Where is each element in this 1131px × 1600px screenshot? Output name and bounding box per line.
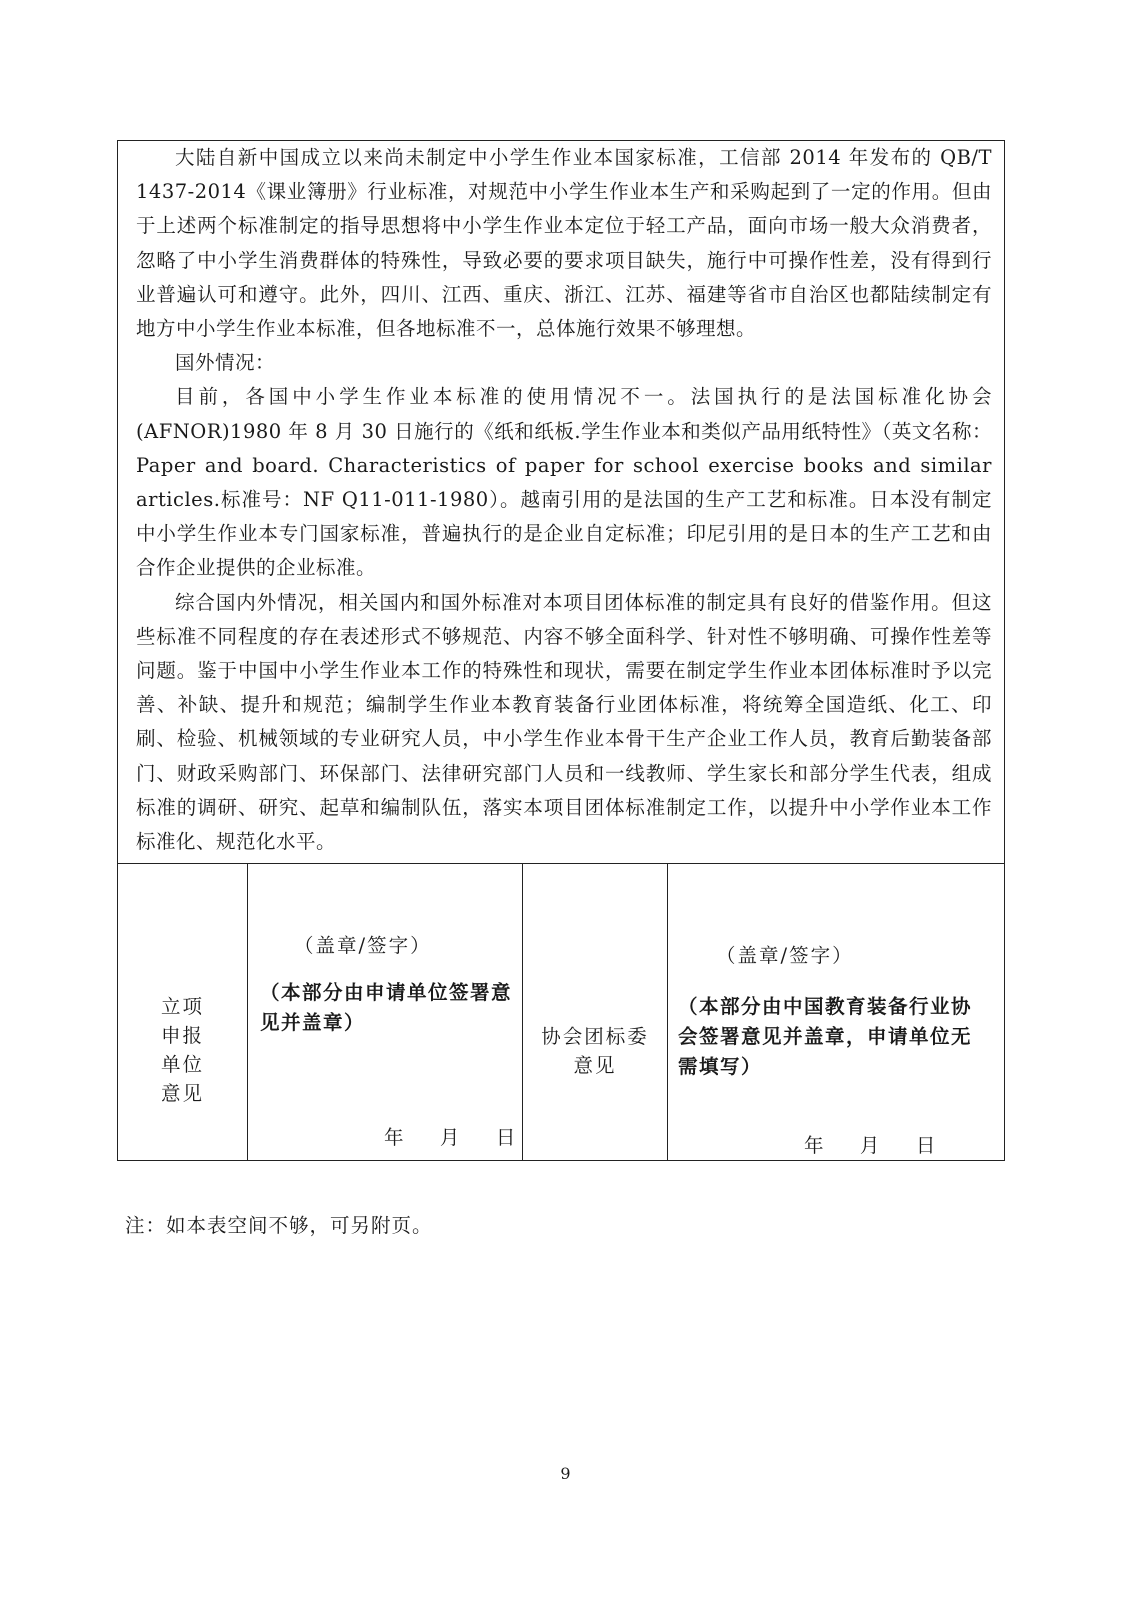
page-number: 9 [560, 1464, 571, 1483]
committee-note: （本部分由中国教育装备行业协会签署意见并盖章，申请单位无需填写） [678, 995, 973, 1079]
signature-row [118, 864, 1004, 1160]
committee-date: 年 月 日 [804, 1134, 936, 1158]
foreign-paragraph: 目前，各国中小学生作业本标准的使用情况不一。法国执行的是法国标准化协会(AFNOR)1980 年 8 月 30 日施行的《纸和纸板.学生作业本和类似产品用纸特性》（英文名称：Paper and board. Characteristics of paper for school exercise books and similar articles.标准号：NF Q11-011-1980）。越南引用的是法国的生产工艺和标准。日本没有制定中小学生作业本专门国家标准，普遍执行的是企业自定标准；印尼引用的是日本的生产工艺和由合作企业提供的企业标准。 [136, 385, 992, 580]
applicant-label: 立项 申报 单位 意见 [160, 995, 204, 1106]
committee-opinion-cell [668, 864, 1004, 1160]
committee-stamp-label: （盖章/签字） [716, 944, 854, 968]
committee-label-cell [523, 864, 668, 1160]
committee-label: 协会团标委 意见 [541, 1025, 649, 1078]
applicant-note: （本部分由申请单位签署意见并盖章） [260, 981, 513, 1035]
applicant-date: 年 月 日 [384, 1126, 516, 1150]
summary-paragraph: 综合国内外情况，相关国内和国外标准对本项目团体标准的制定具有良好的借鉴作用。但这些标准不同程度的存在表述形式不够规范、内容不够全面科学、针对性不够明确、可操作性差等问题。鉴于中国中小学生作业本工作的特殊性和现状，需要在制定学生作业本团体标准时予以完善、补缺、提升和规范；编制学生作业本教育装备行业团体标准，将统筹全国造纸、化工、印刷、检验、机械领域的专业研究人员，中小学生作业本骨干生产企业工作人员，教育后勤装备部门、财政采购部门、环保部门、法律研究部门人员和一线教师、学生家长和部分学生代表，组成标准的调研、研究、起草和编制队伍，落实本项目团体标准制定工作，以提升中小学作业本工作标准化、规范化水平。 [136, 590, 992, 854]
applicant-opinion-cell [248, 864, 523, 1160]
domestic-paragraph: 大陆自新中国成立以来尚未制定中小学生作业本国家标准，工信部 2014 年发布的 QB/T 1437-2014《课业簿册》行业标准，对规范中小学生作业本生产和采购起到了一定的作用。但由于上述两个标准制定的指导思想将中小学生作业本定位于轻工产品，面向市场一般大众消费者，忽略了中小学生消费群体的特殊性，导致必要的要求项目缺失，施行中可操作性差，没有得到行业普遍认可和遵守。此外，四川、江西、重庆、浙江、江苏、福建等省市自治区也都陆续制定有地方中小学生作业本标准，但各地标准不一，总体施行效果不够理想。 [136, 146, 992, 341]
background-text-cell [118, 141, 1004, 864]
applicant-label-cell [118, 864, 248, 1160]
project-form-table [117, 140, 1005, 1161]
applicant-stamp-label: （盖章/签字） [294, 934, 432, 958]
foreign-heading: 国外情况： [175, 351, 276, 375]
footnote: 注：如本表空间不够，可另附页。 [125, 1214, 433, 1237]
